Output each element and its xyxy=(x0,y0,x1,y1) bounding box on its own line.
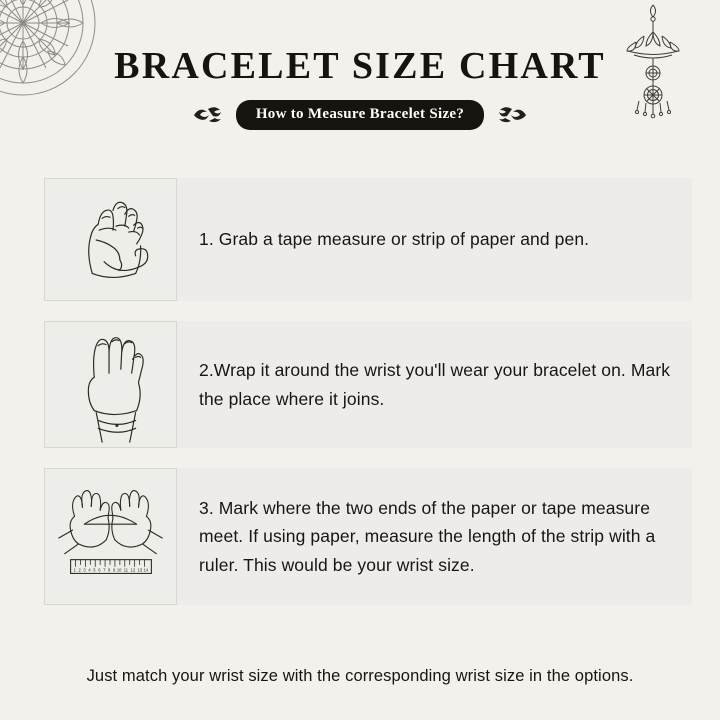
step-1-illustration xyxy=(44,178,177,301)
subtitle-row xyxy=(0,100,720,130)
svg-text:11: 11 xyxy=(123,567,129,573)
step-3-illustration xyxy=(44,468,177,605)
svg-text:13: 13 xyxy=(137,567,143,573)
svg-text:1: 1 xyxy=(73,567,76,573)
step-item xyxy=(44,468,692,605)
footer-note: Just match your wrist size with the corresponding wrist size in the options. xyxy=(86,667,634,685)
svg-text:5: 5 xyxy=(93,567,96,573)
svg-text:14: 14 xyxy=(143,567,149,573)
steps-list xyxy=(44,178,692,625)
document-header xyxy=(0,46,720,130)
svg-text:4: 4 xyxy=(88,567,91,573)
step-3-text-panel xyxy=(177,468,692,605)
step-1-text-panel xyxy=(177,178,692,301)
step-2-illustration xyxy=(44,321,177,448)
step-item xyxy=(44,321,692,448)
svg-text:9: 9 xyxy=(112,567,116,573)
svg-text:7: 7 xyxy=(103,567,106,573)
subtitle-pill: How to Measure Bracelet Size? xyxy=(236,100,484,130)
svg-text:6: 6 xyxy=(98,567,101,573)
svg-text:8: 8 xyxy=(108,567,111,573)
step-3-text: 3. Mark where the two ends of the paper or tape measure meet. If using paper, measure the length of the strip with a ruler. This would be your wrist size. xyxy=(199,497,656,575)
step-item xyxy=(44,178,692,301)
step-2-text-panel xyxy=(177,321,692,448)
page-title: BRACELET SIZE CHART xyxy=(114,45,606,87)
flourish-left-icon xyxy=(192,104,226,126)
svg-text:3: 3 xyxy=(83,567,86,573)
flourish-right-icon xyxy=(494,104,528,126)
step-2-text: 2.Wrap it around the wrist you'll wear your bracelet on. Mark the place where it joins. xyxy=(199,360,671,409)
step-1-text: 1. Grab a tape measure or strip of paper and pen. xyxy=(199,229,590,250)
svg-text:2: 2 xyxy=(78,567,81,573)
svg-text:10: 10 xyxy=(116,567,122,573)
svg-text:12: 12 xyxy=(130,567,136,573)
